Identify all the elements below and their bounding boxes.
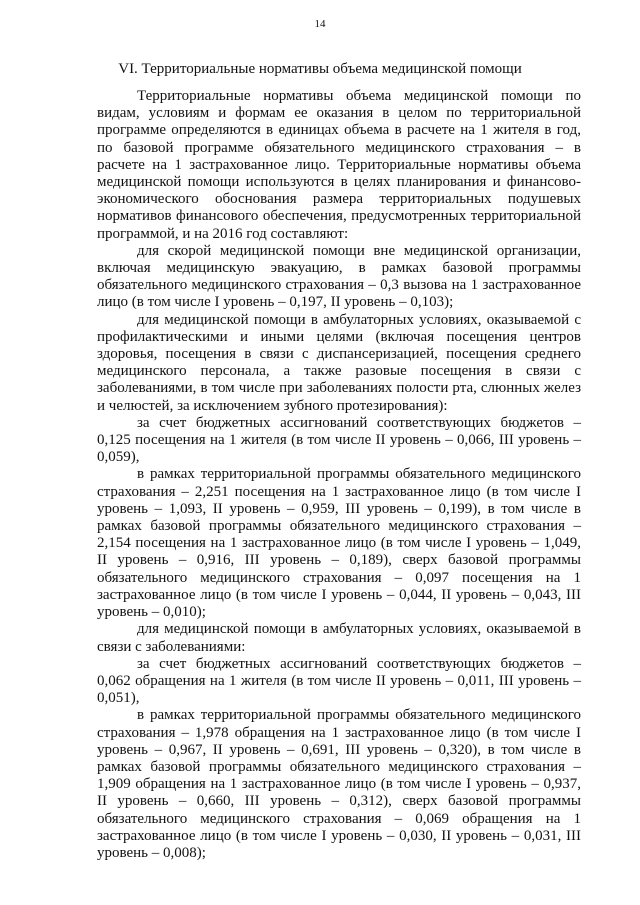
paragraph-budget-appeals: за счет бюджетных ассигнований соответствующих бюджетов – 0,062 обращения на 1 жителя (в том числе II уровень – 0,011, III уровень – 0,051), xyxy=(97,655,581,707)
paragraph-outpatient-disease: для медицинской помощи в амбулаторных условиях, оказываемой в связи с заболеваниями: xyxy=(97,621,581,655)
paragraph-oms-visits: в рамках территориальной программы обязательного медицинского страхования – 2,251 посещения на 1 застрахованное лицо (в том числе I уровень – 1,093, II уровень – 0,959, III уровень – 0,199), в том числе в рамках базовой программы обязательного медицинского страхования – 2,154 посещения на 1 застрахованное лицо (в том числе I уровень – 1,049, II уровень – 0,916, III уровень – 0,189), сверх базовой программы обязательного медицинского страхования – 0,097 посещения на 1 застрахованное лицо (в том числе I уровень – 0,044, II уровень – 0,043, III уровень – 0,010); xyxy=(97,466,581,621)
paragraph-budget-visits: за счет бюджетных ассигнований соответствующих бюджетов – 0,125 посещения на 1 жителя (в том числе II уровень – 0,066, III уровень – 0,059), xyxy=(97,414,581,466)
page-number: 14 xyxy=(314,18,326,30)
document-body xyxy=(97,88,581,862)
paragraph-ambulance: для скорой медицинской помощи вне медицинской организации, включая медицинскую эвакуацию, в рамках базовой программы обязательного медицинского страхования – 0,3 вызова на 1 застрахованное лицо (в том числе I уровень – 0,197, II уровень – 0,103); xyxy=(97,242,581,311)
section-title: VI. Территориальные нормативы объема медицинской помощи xyxy=(118,61,522,77)
paragraph-outpatient-preventive: для медицинской помощи в амбулаторных условиях, оказываемой с профилактическими и иными целями (включая посещения центров здоровья, посещения в связи с диспансеризацией, посещения среднего медицинского персонала, а также разовые посещения в связи с заболеваниями, в том числе при заболеваниях полости рта, слюнных желез и челюстей, за исключением зубного протезирования): xyxy=(97,311,581,414)
paragraph-oms-appeals: в рамках территориальной программы обязательного медицинского страхования – 1,978 обращения на 1 застрахованное лицо (в том числе I уровень – 0,967, II уровень – 0,691, III уровень – 0,320), в том числе в рамках базовой программы обязательного медицинского страхования – 1,909 обращения на 1 застрахованное лицо (в том числе I уровень – 0,937, II уровень – 0,660, III уровень – 0,312), сверх базовой программы обязательного медицинского страхования – 0,069 обращения на 1 застрахованное лицо (в том числе I уровень – 0,030, II уровень – 0,031, III уровень – 0,008); xyxy=(97,707,581,861)
paragraph-intro: Территориальные нормативы объема медицинской помощи по видам, условиям и формам ее оказания в целом по территориальной программе определяются в единицах объема в расчете на 1 жителя в год, по базовой программе обязательного медицинского страхования – в расчете на 1 застрахованное лицо. Территориальные нормативы объема медицинской помощи используются в целях планирования и финансово-экономического обоснования размера территориальных подушевых нормативов финансового обеспечения, предусмотренных территориальной программой, и на 2016 год составляют: xyxy=(97,88,581,242)
